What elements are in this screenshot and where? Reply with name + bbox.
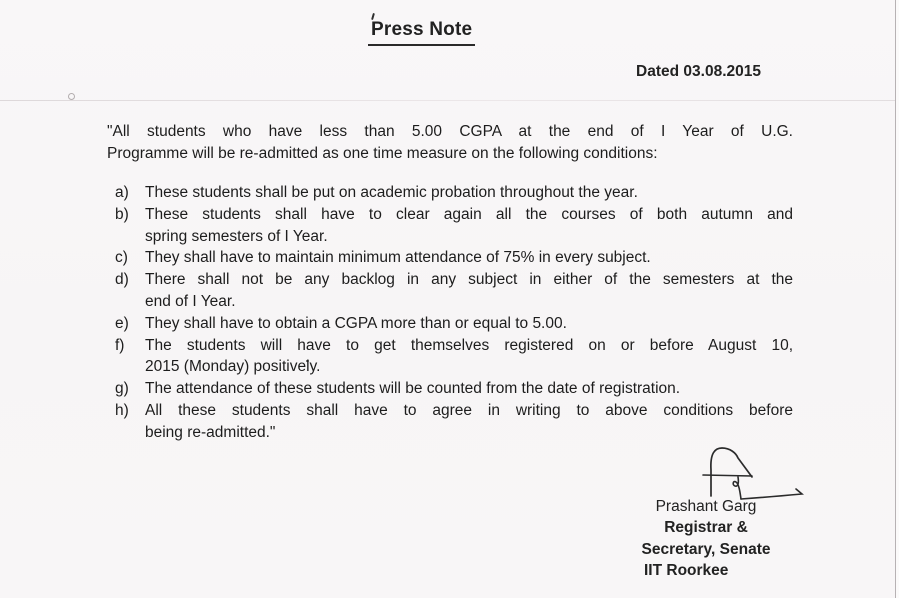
condition-item-e (115, 313, 793, 335)
condition-item-c (115, 247, 793, 269)
intro-line: "All students who have less than 5.00 CGPA at the end of I Year of U.G. (107, 123, 793, 140)
condition-item-b (115, 204, 793, 248)
condition-item-h (115, 400, 793, 444)
condition-line: 2015 (Monday) positively. (145, 358, 321, 376)
scan-edge-line (895, 0, 896, 598)
condition-line: end of I Year. (145, 292, 236, 310)
condition-text (145, 335, 793, 379)
condition-line: The students will have to get themselves registered on or before August 10, (145, 336, 793, 354)
page-title: Press Note (368, 19, 475, 46)
condition-label: g) (115, 380, 129, 398)
condition-text (145, 204, 793, 248)
condition-item-d (115, 269, 793, 313)
condition-line: The attendance of these students will be counted from the date of registration. (145, 380, 681, 398)
condition-line: These students shall be put on academic probation throughout the year. (145, 184, 638, 201)
condition-item-g (115, 378, 793, 400)
condition-line: They shall have to maintain minimum attendance of 75% in every subject. (145, 249, 651, 267)
condition-text (145, 247, 793, 269)
condition-line: being re-admitted." (145, 423, 276, 441)
condition-label: c) (115, 249, 128, 267)
signatory-role: Secretary, Senate (641, 540, 771, 558)
signatory-name: Prashant Garg (655, 498, 757, 515)
signature-block (640, 496, 772, 582)
condition-text (145, 378, 793, 400)
condition-line: spring semesters of I Year. (145, 227, 328, 245)
condition-text (145, 400, 793, 444)
condition-line: There shall not be any backlog in any subject in either of the semesters at the (145, 271, 793, 289)
condition-line: These students shall have to clear again all the courses of both autumn and (145, 205, 793, 223)
condition-text (145, 182, 793, 204)
signature-mark (700, 444, 810, 502)
signatory-role: Registrar & (664, 519, 748, 537)
intro-paragraph (107, 121, 793, 165)
condition-label: b) (115, 205, 129, 223)
condition-item-a (115, 182, 793, 204)
signatory-organization: IIT Roorkee (644, 562, 729, 580)
scan-speck (68, 93, 75, 100)
condition-line: All these students shall have to agree in writing to above conditions before (145, 401, 793, 419)
condition-text (145, 313, 793, 335)
condition-item-f (115, 335, 793, 379)
condition-label: h) (115, 401, 129, 419)
condition-label: d) (115, 271, 129, 289)
scan-crease-line (0, 100, 899, 101)
condition-label: a) (115, 184, 129, 201)
date-line: Dated 03.08.2015 (636, 63, 761, 80)
condition-text (145, 269, 793, 313)
condition-line: They shall have to obtain a CGPA more than or equal to 5.00. (145, 314, 567, 332)
conditions-list (115, 182, 793, 444)
intro-line: Programme will be re-admitted as one time measure on the following conditions: (107, 145, 658, 162)
condition-label: f) (115, 336, 125, 354)
condition-label: e) (115, 314, 129, 332)
